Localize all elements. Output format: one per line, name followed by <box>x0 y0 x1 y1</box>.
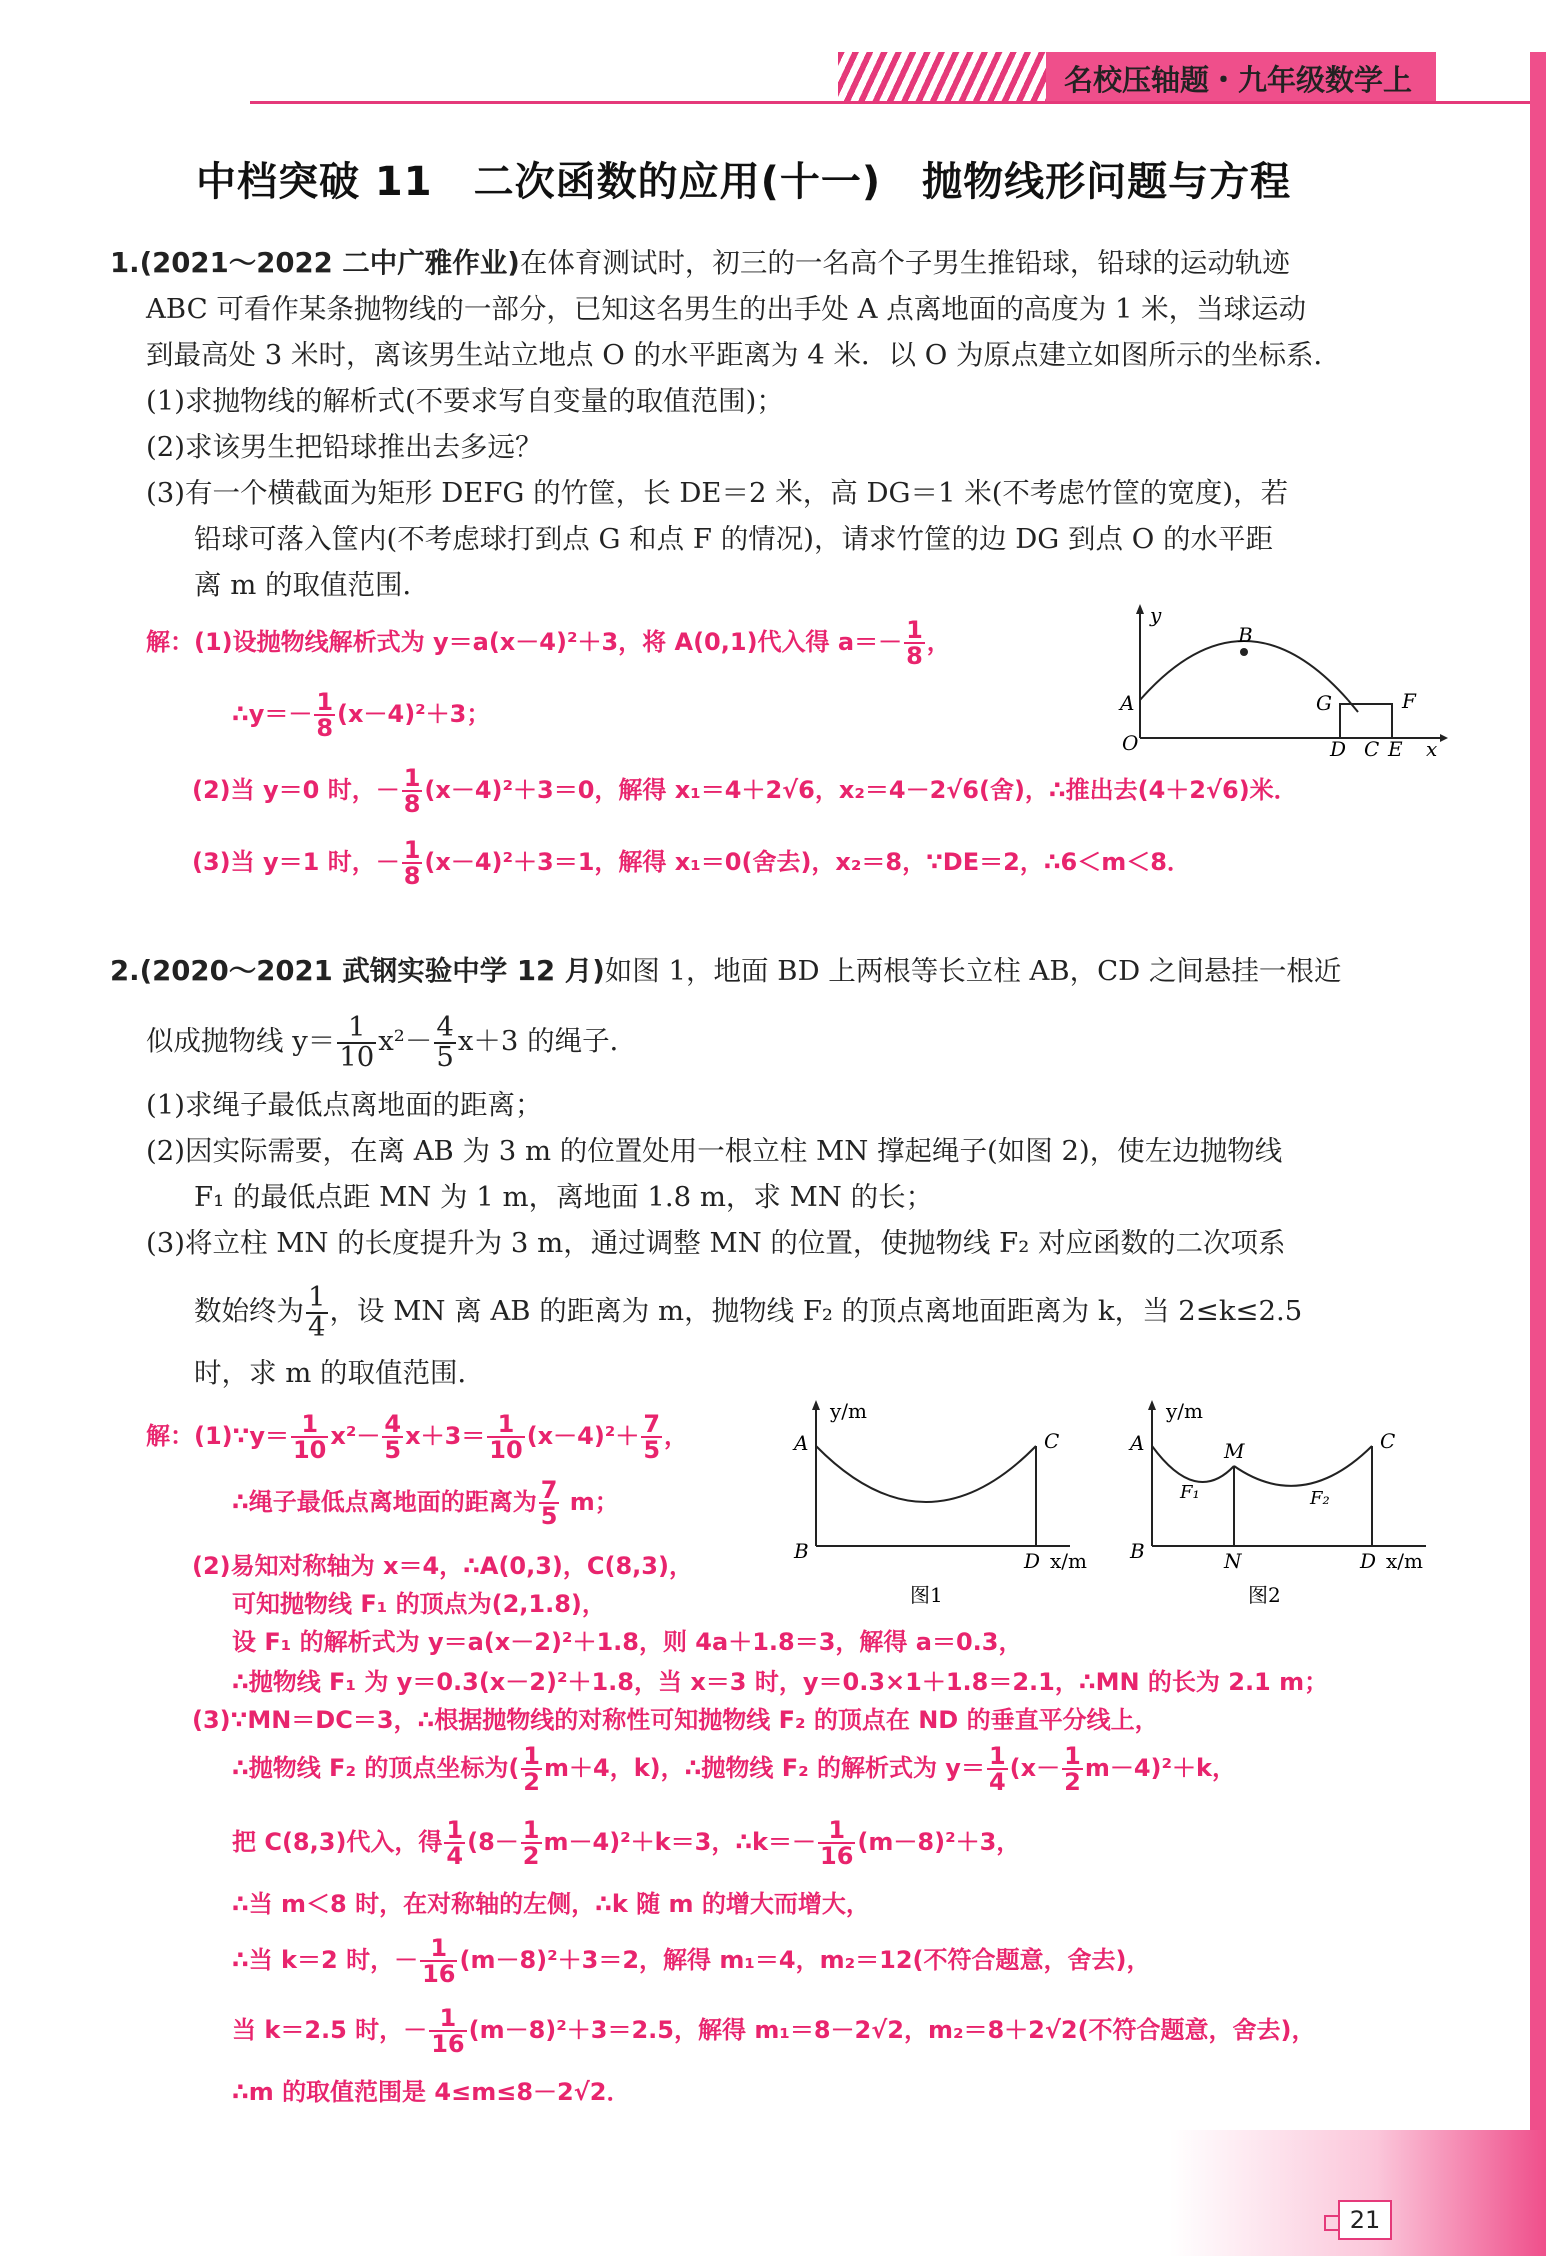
fig2-label-f2: F₂ <box>1310 1488 1330 1509</box>
fig1-label-d: D <box>1024 1549 1041 1573</box>
fraction: $\frac{1}{8}$ <box>906 616 923 670</box>
fig2-label-b: B <box>1130 1539 1145 1563</box>
label-o: O <box>1122 731 1139 755</box>
problem2-stem-1: 如图 1，地面 BD 上两根等长立柱 AB，CD 之间悬挂一根近 <box>604 955 1342 987</box>
label-e: E <box>1388 737 1403 760</box>
fraction: $\frac{1}{8}$ <box>316 688 334 742</box>
p2-solution-line12: 当 k＝2.5 时，－ $\frac{1}{16}$ (m－8)²＋3＝2.5，解得 m₁＝8－2√2，m₂＝8＋2√2(不符合题意，舍去)， <box>232 2004 1316 2058</box>
fig1-label-a: A <box>794 1431 809 1455</box>
label-y: y <box>1150 603 1162 627</box>
fig1-label-c: C <box>1044 1429 1060 1453</box>
fig2-label-d: D <box>1360 1549 1377 1573</box>
p1-solution-line4: (3)当 y＝1 时，－ $\frac{1}{8}$ (x－4)²＋3＝1，解得 x₁＝0(舍去)，x₂＝8，∵DE＝2，∴6＜m＜8． <box>192 836 1191 890</box>
fig2-label-n: N <box>1224 1549 1242 1573</box>
fraction: $\frac{1}{8}$ <box>403 764 421 818</box>
problem2-figure2 <box>1116 1396 1456 1616</box>
problem1-line1 <box>110 240 1290 286</box>
p2-solution-line1: 解：(1)∵y＝ $\frac{1}{10}$ x²－ $\frac{4}{5}$ x＋3＝ $\frac{1}{10}$ (x－4)²＋ $\frac{7}{5}$ ， <box>146 1410 689 1464</box>
problem2-number: 2. <box>110 955 140 987</box>
problem2-sub3-1: (3)将立柱 MN 的长度提升为 3 m，通过调整 MN 的位置，使抛物线 F₂ 对应函数的二次项系 <box>146 1227 1286 1259</box>
fraction: $\frac{1}{10}$ <box>339 1011 375 1073</box>
fraction: $\frac{4}{5}$ <box>384 1410 402 1464</box>
label-c: C <box>1364 737 1380 760</box>
fig1-xlabel: x/m <box>1050 1549 1087 1573</box>
fraction: $\frac{7}{5}$ <box>643 1410 661 1464</box>
page-title: 中档突破 11 二次函数的应用(十一) 抛物线形问题与方程 <box>196 159 1292 205</box>
problem1-stem-2: ABC 可看作某条抛物线的一部分，已知这名男生的出手处 A 点离地面的高度为 1 米，当球运动 <box>146 293 1307 325</box>
problem2-sub3-2: 数始终为 $\frac{1}{4}$ ，设 MN 离 AB 的距离为 m，抛物线 F₂ 的顶点离地面距离为 k，当 2≤k≤2.5 <box>194 1281 1303 1343</box>
problem1-sub3-3: 离 m 的取值范围． <box>194 569 431 601</box>
p2-solution-line7: (3)∵MN＝DC＝3，∴根据抛物线的对称性可知抛物线 F₂ 的顶点在 ND 的垂直平分线上， <box>192 1706 1159 1734</box>
basket-rect <box>1340 704 1392 738</box>
fraction: $\frac{1}{4}$ <box>446 1816 464 1870</box>
p1-solution-line2: ∴y＝－ $\frac{1}{8}$ (x－4)²＋3； <box>232 688 491 742</box>
problem1-stem-3: 到最高处 3 米时，离该男生站立地点 O 的水平距离为 4 米．以 O 为原点建立如图所示的坐标系． <box>146 339 1342 371</box>
problem2-sub2-2: F₁ 的最低点距 MN 为 1 m，离地面 1.8 m，求 MN 的长； <box>194 1181 934 1213</box>
rope-parabola <box>816 1446 1036 1502</box>
series-title-banner <box>1046 52 1436 102</box>
label-x: x <box>1426 737 1438 760</box>
fraction: $\frac{1}{10}$ <box>292 1410 327 1464</box>
fraction: $\frac{1}{2}$ <box>1064 1742 1081 1796</box>
problem1-sub3-1: (3)有一个横截面为矩形 DEFG 的竹筐，长 DE＝2 米，高 DG＝1 米(不考虑竹筐的宽度)，若 <box>146 477 1289 509</box>
fig2-label-m: M <box>1224 1439 1245 1463</box>
fraction: $\frac{1}{16}$ <box>422 1934 456 1988</box>
problem2-figure1 <box>780 1396 1110 1616</box>
p2-solution-line2: ∴绳子最低点离地面的距离为 $\frac{7}{5}$ m； <box>232 1476 619 1530</box>
fig2-caption: 图2 <box>1248 1583 1281 1607</box>
trajectory-tail <box>1348 700 1358 712</box>
point-b <box>1240 648 1248 656</box>
p2-solution-line9: 把 C(8,3)代入，得 $\frac{1}{4}$ (8－ $\frac{1}{2}$ m－4)²＋k＝3，∴k＝－ $\frac{1}{16}$ (m－8)²＋3， <box>232 1816 1021 1870</box>
problem2-line1 <box>110 948 1341 994</box>
x-axis-arrow <box>1440 734 1448 742</box>
fig2-label-c: C <box>1380 1429 1396 1453</box>
fig2-label-a: A <box>1130 1431 1145 1455</box>
problem1-sub2: (2)求该男生把铅球推出去多远？ <box>146 431 543 463</box>
fraction: $\frac{4}{5}$ <box>436 1011 454 1073</box>
header-rule <box>250 101 1546 104</box>
p2-solution-line4: 可知抛物线 F₁ 的顶点为(2,1.8)， <box>232 1590 606 1618</box>
fraction: $\frac{1}{2}$ <box>522 1816 540 1870</box>
problem1-sub1: (1)求抛物线的解析式(不要求写自变量的取值范围)； <box>146 385 784 417</box>
fig2-ylabel: y/m <box>1166 1399 1204 1423</box>
fraction: $\frac{1}{2}$ <box>523 1742 540 1796</box>
p2-solution-line3: (2)易知对称轴为 x＝4，∴A(0,3)，C(8,3)， <box>192 1552 693 1580</box>
problem2-source: (2020～2021 武钢实验中学 12 月) <box>139 955 605 987</box>
fraction: $\frac{1}{4}$ <box>988 1742 1006 1796</box>
problem1-figure <box>1110 600 1450 760</box>
problem2-sub1: (1)求绳子最低点离地面的距离； <box>146 1089 543 1121</box>
right-edge-bar <box>1530 52 1546 2256</box>
p2-solution-line10: ∴当 m＜8 时，在对称轴的左侧，∴k 随 m 的增大而增大， <box>232 1890 870 1918</box>
fig1-ylabel: y/m <box>830 1399 868 1423</box>
problem1-stem-1: 在体育测试时，初三的一名高个子男生推铅球，铅球的运动轨迹 <box>519 247 1290 279</box>
fraction: $\frac{7}{5}$ <box>540 1476 558 1530</box>
p2-solution-line8: ∴抛物线 F₂ 的顶点坐标为( $\frac{1}{2}$ m＋4，k)，∴抛物线 F₂ 的解析式为 y＝ $\frac{1}{4}$ (x－ $\frac{1}{2}$ m－4)²＋k， <box>232 1742 1236 1796</box>
problem1-sub3-2: 铅球可落入筐内(不考虑球打到点 G 和点 F 的情况)，请求竹筐的边 DG 到点 O 的水平距 <box>194 523 1273 555</box>
p1-solution-line1: 解：(1)设抛物线解析式为 y＝a(x－4)²＋3，将 A(0,1)代入得 a＝－ $\frac{1}{8}$ ， <box>146 616 951 670</box>
p2-solution-line5: 设 F₁ 的解析式为 y＝a(x－2)²＋1.8，则 4a＋1.8＝3，解得 a＝0.3， <box>232 1628 1023 1656</box>
problem2-sub3-3: 时，求 m 的取值范围． <box>194 1357 486 1389</box>
p1-solution-line3: (2)当 y＝0 时，－ $\frac{1}{8}$ (x－4)²＋3＝0，解得 x₁＝4＋2√6，x₂＝4－2√6(舍)，∴推出去(4＋2√6)米． <box>192 764 1298 818</box>
problem2-sub2-1: (2)因实际需要，在离 AB 为 3 m 的位置处用一根立柱 MN 撑起绳子(如图 2)，使左边抛物线 <box>146 1135 1283 1167</box>
header-stripes <box>838 52 1046 102</box>
problem2-stem-2: 似成抛物线 y＝ $\frac{1}{10}$ x²－ $\frac{4}{5}$ x＋3 的绳子． <box>146 1011 638 1073</box>
fig1-label-b: B <box>794 1539 809 1563</box>
fraction: $\frac{1}{4}$ <box>308 1281 326 1343</box>
fraction: $\frac{1}{10}$ <box>489 1410 523 1464</box>
label-a: A <box>1120 691 1135 715</box>
fraction: $\frac{1}{8}$ <box>403 836 421 890</box>
rope-f1 <box>1152 1446 1234 1482</box>
series-title: 名校压轴题・九年级数学上 <box>1064 63 1413 97</box>
y-axis-arrow <box>1148 1400 1156 1410</box>
fraction: $\frac{1}{16}$ <box>820 1816 854 1870</box>
page-number: 21 <box>1338 2200 1392 2240</box>
label-g: G <box>1316 691 1332 715</box>
label-d: D <box>1330 737 1347 760</box>
p2-solution-line6: ∴抛物线 F₁ 为 y＝0.3(x－2)²＋1.8，当 x＝3 时，y＝0.3×1＋1.8＝2.1，∴MN 的长为 2.1 m； <box>232 1668 1329 1696</box>
p2-solution-line13: ∴m 的取值范围是 4≤m≤8－2√2． <box>232 2078 631 2106</box>
y-axis-arrow <box>1136 604 1144 614</box>
fig1-caption: 图1 <box>910 1583 943 1607</box>
problem1-number: 1. <box>110 247 140 279</box>
y-axis-arrow <box>812 1400 820 1410</box>
problem1-source: (2021～2022 二中广雅作业) <box>139 247 520 279</box>
fig2-xlabel: x/m <box>1386 1549 1423 1573</box>
p2-solution-line11: ∴当 k＝2 时，－ $\frac{1}{16}$ (m－8)²＋3＝2，解得 m₁＝4，m₂＝12(不符合题意，舍去)， <box>232 1934 1151 1988</box>
label-b: B <box>1238 623 1253 647</box>
fraction: $\frac{1}{16}$ <box>431 2004 465 2058</box>
label-f: F <box>1402 689 1416 713</box>
rope-f2 <box>1234 1446 1372 1486</box>
fig2-label-f1: F₁ <box>1180 1482 1200 1503</box>
